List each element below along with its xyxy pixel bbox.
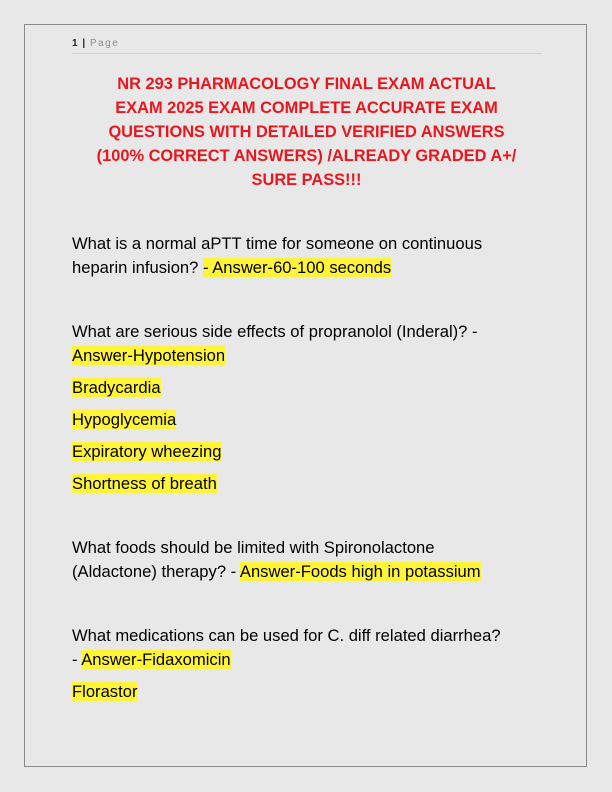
answer-item: Shortness of breath [72, 474, 217, 493]
document-title [68, 72, 545, 192]
question-text: (Aldactone) therapy? - [72, 562, 240, 581]
answer-item: Bradycardia [72, 378, 161, 397]
question-text: What is a normal aPTT time for someone on continuous [72, 234, 483, 253]
title-line: EXAM 2025 EXAM COMPLETE ACCURATE EXAM [115, 99, 498, 117]
answer-text: Answer-Foods high in potassium [239, 562, 481, 581]
title-line: SURE PASS!!! [251, 171, 362, 189]
qa-block-cdiff [72, 624, 572, 704]
answer-item: Expiratory wheezing [72, 442, 222, 461]
page-number: 1 [72, 38, 78, 49]
qa-block-aptt [72, 232, 572, 280]
answer-item: Hypoglycemia [72, 410, 177, 429]
answer-text: - Answer-60-100 seconds [203, 258, 392, 277]
title-line: (100% CORRECT ANSWERS) /ALREADY GRADED A+/ [96, 147, 517, 165]
question-text: What are serious side effects of propranolol (Inderal)? - [72, 322, 478, 341]
answer-text: Answer-Hypotension [72, 346, 226, 365]
title-line: NR 293 PHARMACOLOGY FINAL EXAM ACTUAL [117, 75, 496, 93]
qa-block-spironolactone [72, 536, 572, 584]
page-header [72, 37, 542, 54]
document-page [24, 24, 587, 767]
answer-item: Florastor [72, 682, 138, 701]
question-text: What foods should be limited with Spironolactone [72, 538, 435, 557]
question-text: What medications can be used for C. diff related diarrhea? [72, 626, 501, 645]
page-label: Page [89, 38, 120, 49]
header-separator: | [82, 38, 86, 49]
answer-text: Answer-Fidaxomicin [81, 650, 231, 669]
question-text: - [72, 650, 82, 669]
qa-block-propranolol [72, 320, 572, 496]
question-text: heparin infusion? [72, 258, 203, 277]
title-line: QUESTIONS WITH DETAILED VERIFIED ANSWERS [108, 123, 505, 141]
